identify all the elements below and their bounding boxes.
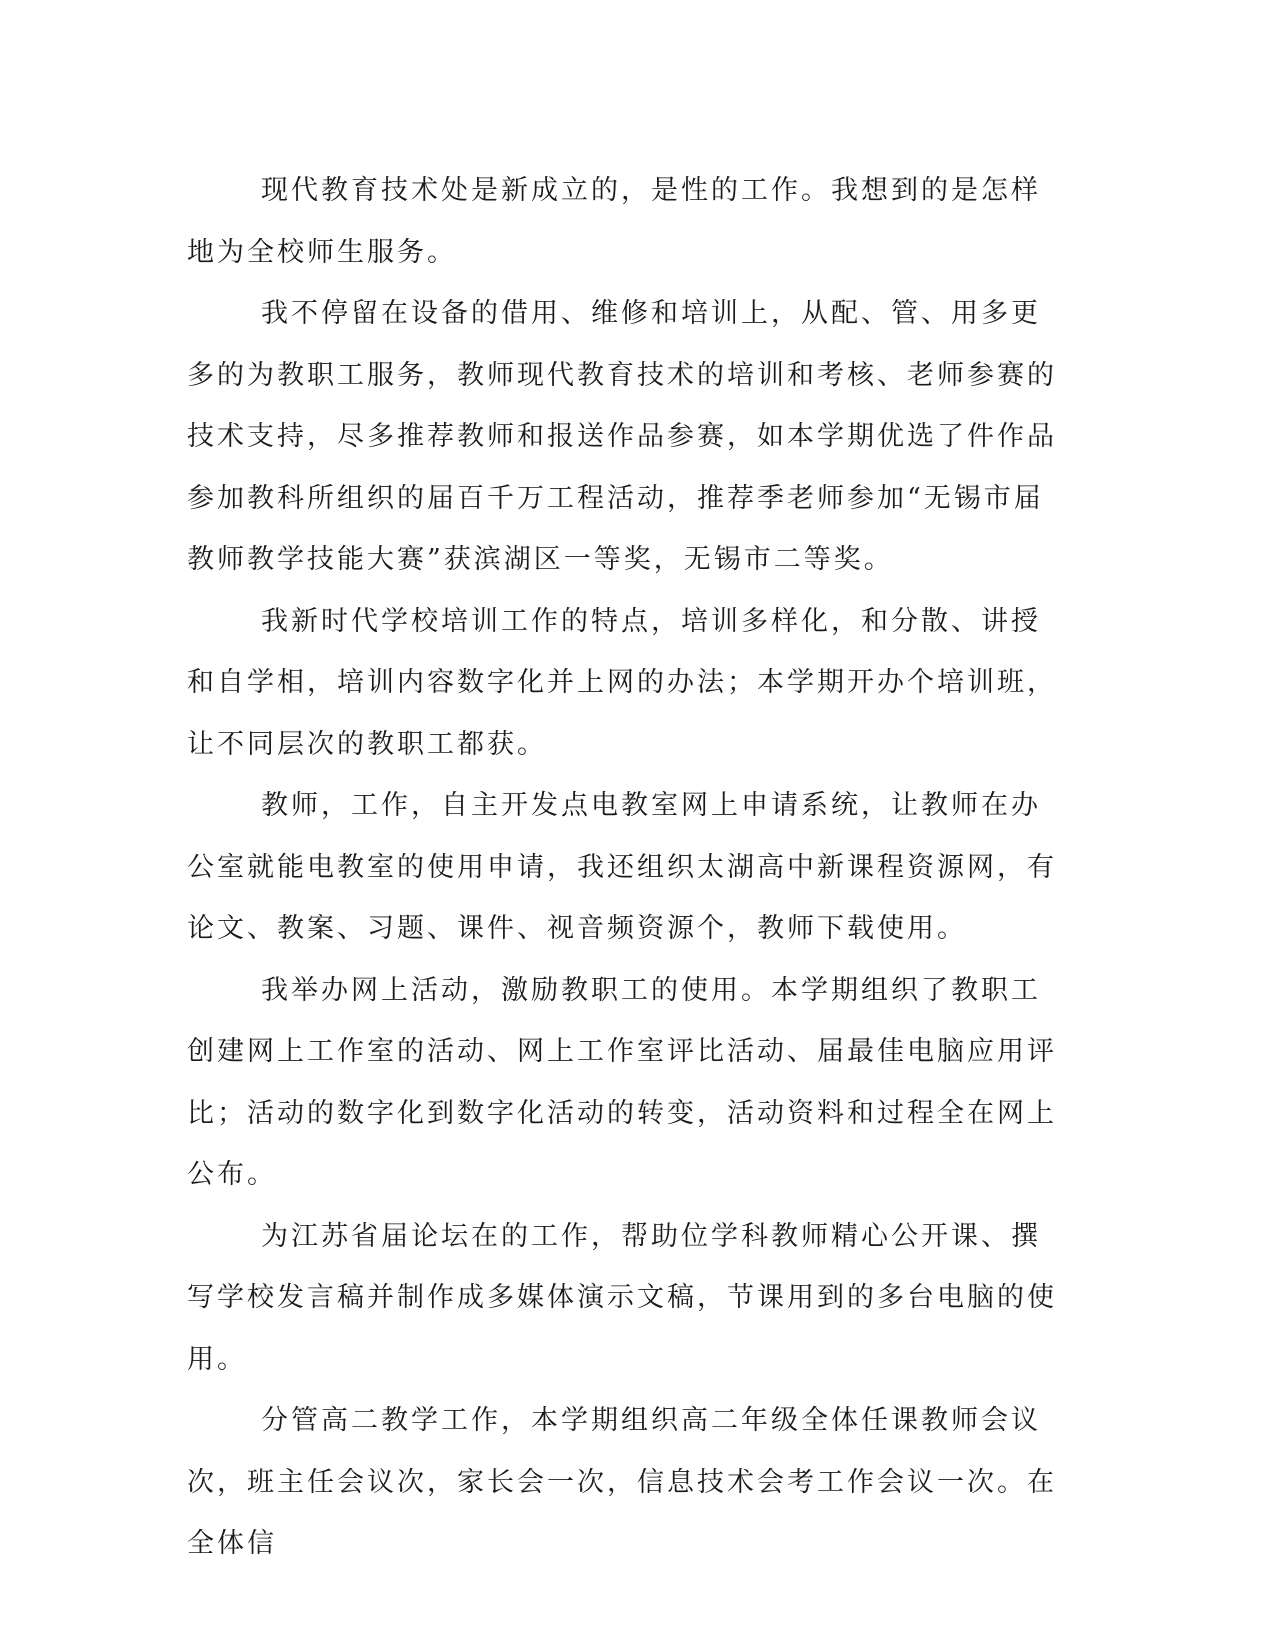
paragraph: 我举办网上活动，激励教职工的使用。本学期组织了教职工创建网上工作室的活动、网上工作室评比活动、届最佳电脑应用评比；活动的数字化到数字化活动的转变，活动资料和过程全在网上公布。: [187, 974, 1057, 1190]
paragraph: 分管高二教学工作，本学期组织高二年级全体任课教师会议次，班主任会议次，家长会一次，信息技术会考工作会议一次。在全体信: [187, 1405, 1057, 1559]
paragraph: 为江苏省届论坛在的工作，帮助位学科教师精心公开课、撰写学校发言稿并制作成多媒体演示文稿，节课用到的多台电脑的使用。: [187, 1220, 1057, 1375]
paragraph: 我新时代学校培训工作的特点，培训多样化，和分散、讲授和自学相，培训内容数字化并上网的办法；本学期开办个培训班，让不同层次的教职工都获。: [187, 605, 1057, 760]
paragraph: 我不停留在设备的借用、维修和培训上，从配、管、用多更多的为教职工服务，教师现代教育技术的培训和考核、老师参赛的技术支持，尽多推荐教师和报送作品参赛，如本学期优选了件作品参加教科所组织的届百千万工程活动，推荐季老师参加“无锡市届教师教学技能大赛”获滨湖区一等奖，无锡市二等奖。: [187, 298, 1057, 575]
paragraph: 教师，工作，自主开发点电教室网上申请系统，让教师在办公室就能电教室的使用申请，我还组织太湖高中新课程资源网，有论文、教案、习题、课件、视音频资源个，教师下载使用。: [187, 790, 1057, 944]
document-body: [187, 160, 1067, 1575]
paragraph: 现代教育技术处是新成立的，是性的工作。我想到的是怎样地为全校师生服务。: [187, 175, 1041, 268]
